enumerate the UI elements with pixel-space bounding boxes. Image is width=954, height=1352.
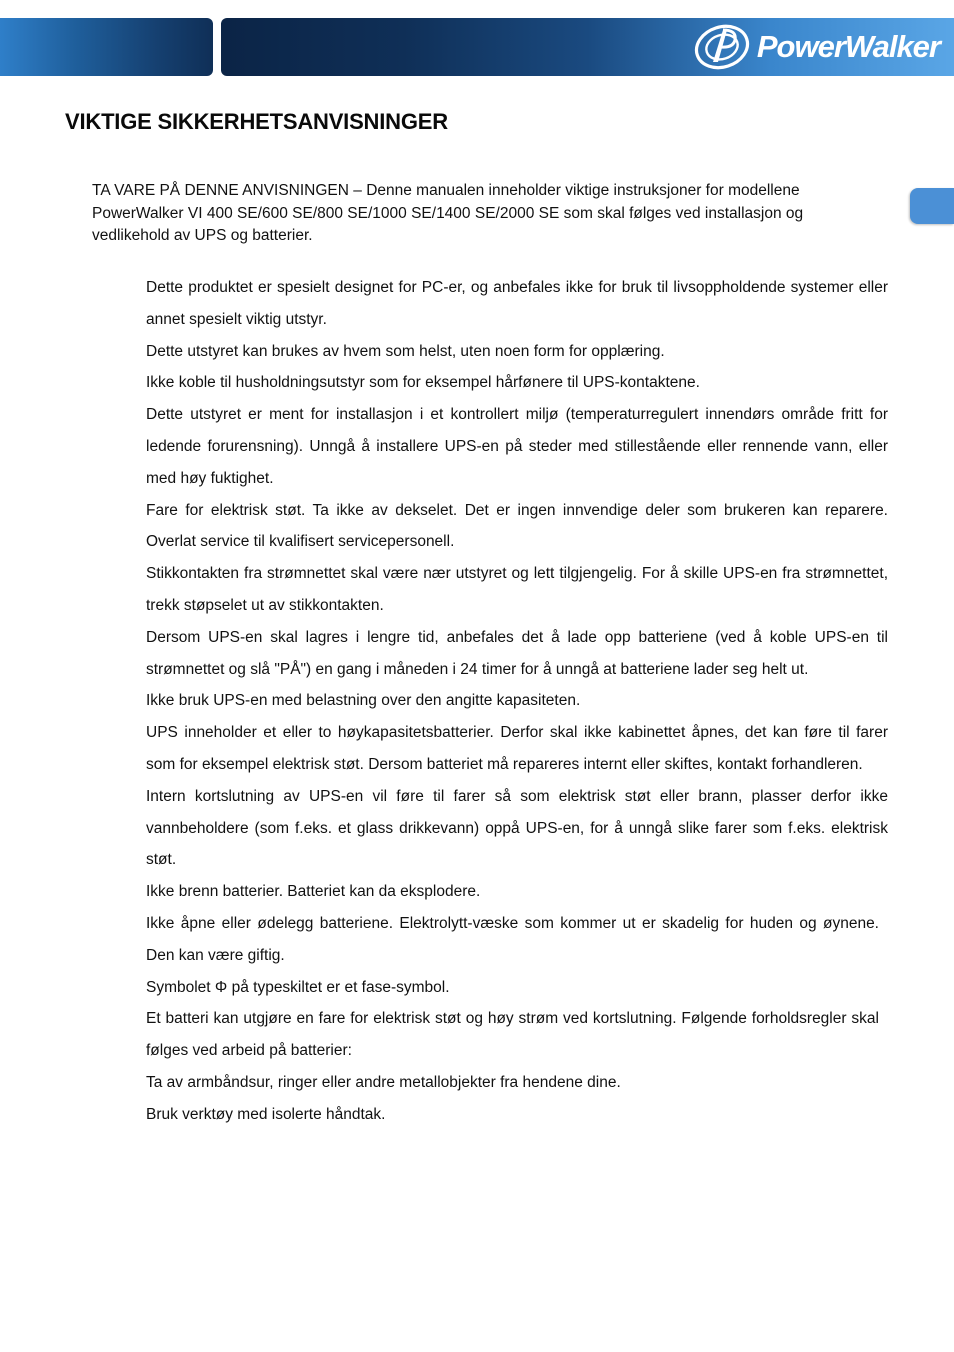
- list-item: Symbolet Φ på typeskiltet er et fase-symbol.: [146, 978, 450, 996]
- chapter-tab[interactable]: [910, 188, 954, 224]
- safety-instructions-list: [146, 272, 888, 1131]
- list-item: Ikke koble til husholdningsutstyr som for eksempel hårfønere til UPS-kontaktene.: [146, 374, 700, 392]
- list-item: Ta av armbåndsur, ringer eller andre metallobjekter fra hendene dine.: [146, 1073, 621, 1091]
- brand-logo: [693, 24, 940, 70]
- brand-name: PowerWalker: [756, 29, 940, 64]
- list-item: Fare for elektrisk støt. Ta ikke av dekselet. Det er ingen innvendige deler som brukeren kan reparere. Overlat service til kvalifisert servicepersonell.: [146, 501, 888, 551]
- list-item: Ikke åpne eller ødelegg batteriene. Elektrolytt-væske som kommer ut er skadelig for huden og øynene. Den kan være giftig.: [146, 914, 879, 964]
- list-item: Dette utstyret er ment for installasjon i et kontrollert miljø (temperaturregulert innendørs område fritt for ledende forurensning). Unngå å installere UPS-en på steder med stillestående eller rennende vann, eller med høy fuktighet.: [146, 406, 888, 487]
- banner-left-block: [0, 18, 213, 76]
- list-item: UPS inneholder et eller to høykapasitetsbatterier. Derfor skal ikke kabinettet åpnes, det kan føre til farer som for eksempel elektrisk støt. Dersom batteriet må repareres internt eller skiftes, kontakt forhandleren.: [146, 724, 888, 773]
- list-item: Ikke brenn batterier. Batteriet kan da eksplodere.: [146, 883, 481, 901]
- powerwalker-swirl-logo-icon: [693, 24, 751, 70]
- page-title: VIKTIGE SIKKERHETSANVISNINGER: [65, 109, 448, 134]
- list-item: Stikkontakten fra strømnettet skal være nær utstyret og lett tilgjengelig. For å skille UPS-en fra strømnettet, trekk støpselet ut av stikkontakten.: [146, 565, 888, 614]
- list-item: Intern kortslutning av UPS-en vil føre til farer så som elektrisk støt eller brann, plasser derfor ikke vannbeholdere (som f.eks. et glass drikkevann) oppå UPS-en, for å unngå slike farer som f.eks. elektrisk støt.: [146, 787, 888, 869]
- list-item: Dette produktet er spesielt designet for PC-er, og anbefales ikke for bruk til livsoppholdende systemer eller annet spesielt viktig utstyr.: [146, 279, 888, 328]
- list-item: Dette utstyret kan brukes av hvem som helst, uten noen form for opplæring.: [146, 342, 665, 360]
- intro-paragraph: TA VARE PÅ DENNE ANVISNINGEN – Denne manualen inneholder viktige instruksjoner for modellene PowerWalker VI 400 SE/600 SE/800 SE/1000 SE/1400 SE/2000 SE som skal følges ved installasjon og vedlikehold av UPS og batterier.: [92, 182, 804, 244]
- list-item: Dersom UPS-en skal lagres i lengre tid, anbefales det å lade opp batteriene (ved å koble UPS-en til strømnettet og slå "PÅ") en gang i måneden i 24 timer for å unngå at batteriene lader seg helt ut.: [146, 628, 888, 678]
- list-item: Ikke bruk UPS-en med belastning over den angitte kapasiteten.: [146, 692, 581, 710]
- list-item: Et batteri kan utgjøre en fare for elektrisk støt og høy strøm ved kortslutning. Følgende forholdsregler skal følges ved arbeid på batterier:: [146, 1010, 879, 1060]
- list-item: Bruk verktøy med isolerte håndtak.: [146, 1105, 386, 1123]
- header-banner: [0, 18, 954, 76]
